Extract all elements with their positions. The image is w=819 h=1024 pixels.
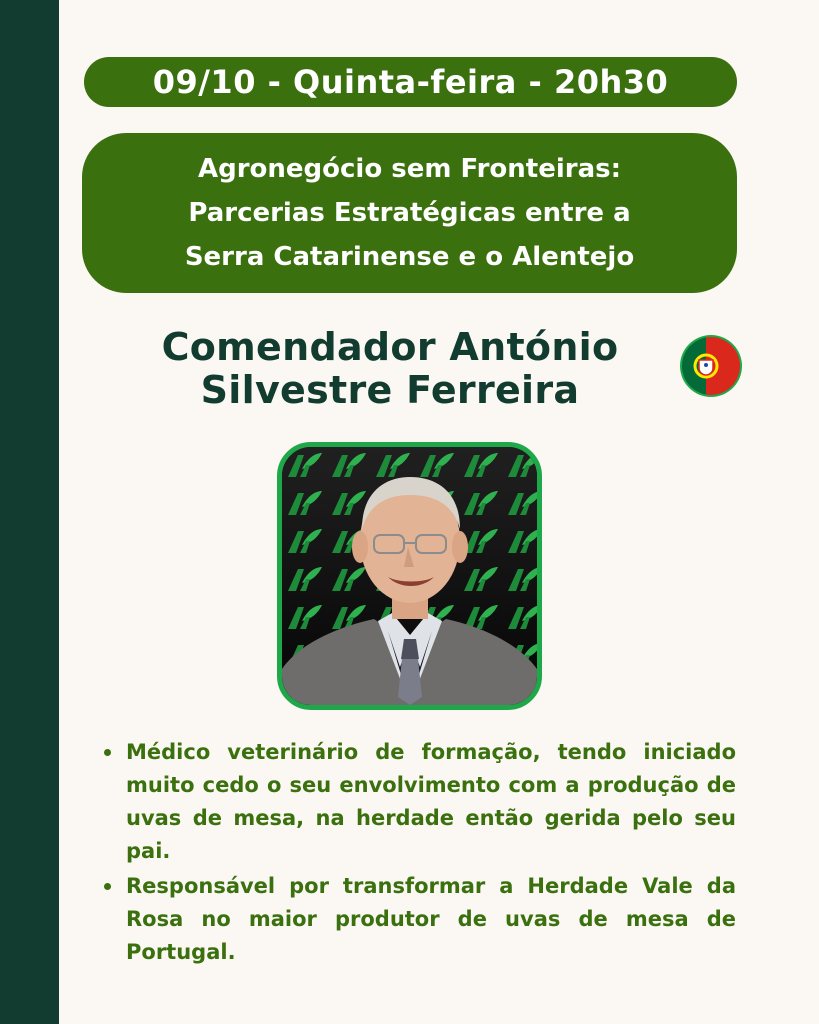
speaker-portrait bbox=[277, 442, 542, 710]
speaker-name bbox=[110, 326, 670, 412]
list-item: Responsável por transformar a Herdade Vale da Rosa no maior produtor de uvas de mesa de Portugal. bbox=[102, 870, 736, 969]
event-date-pill: 09/10 - Quinta-feira - 20h30 bbox=[84, 57, 737, 107]
event-title-box bbox=[82, 133, 737, 293]
speaker-name-line: Comendador António bbox=[161, 325, 619, 369]
event-title-line: Agronegócio sem Fronteiras: bbox=[197, 154, 622, 184]
speaker-bio-list bbox=[102, 736, 736, 971]
list-item: Médico veterinário de formação, tendo iniciado muito cedo o seu envolvimento com a produção de uvas de mesa, na herdade então gerida pelo seu pai. bbox=[102, 736, 736, 868]
portugal-flag-icon bbox=[679, 334, 743, 398]
speaker-name-line: Silvestre Ferreira bbox=[200, 368, 580, 412]
event-title-line: Serra Catarinense e o Alentejo bbox=[184, 242, 635, 272]
event-title-line: Parcerias Estratégicas entre a bbox=[188, 198, 631, 228]
left-accent-bar bbox=[0, 0, 59, 1024]
